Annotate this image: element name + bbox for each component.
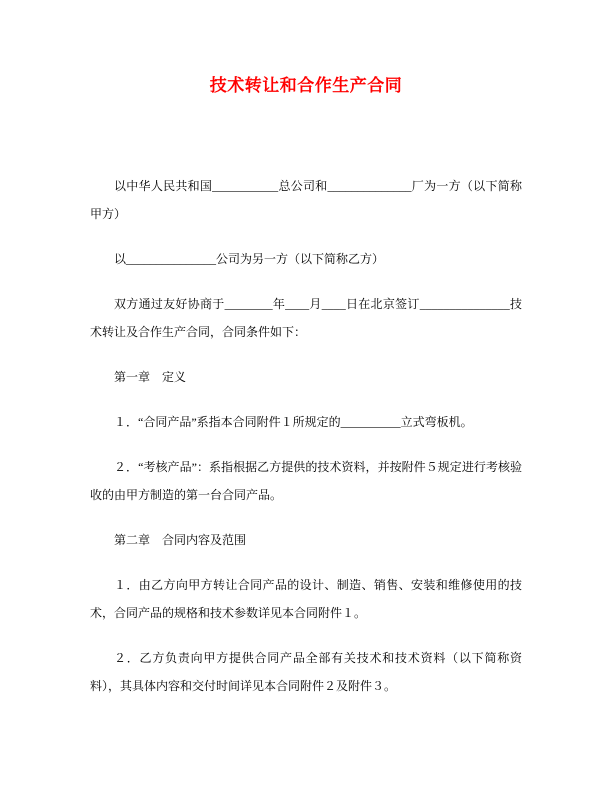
party-b-clause: 以_______________公司为另一方（以下简称乙方） [114,252,385,266]
chapter-1-item-2: ２．“考核产品”：系指根据乙方提供的技术资料，并按附件５规定进行考核验收的由甲方制造的第一台合同产品。 [90,460,522,502]
document-body [90,172,522,700]
signing-clause: 双方通过友好协商于________年____月____日在北京签订_______________技术转让及合作生产合同，合同条件如下： [90,297,522,339]
chapter-1-heading: 第一章 定义 [114,370,187,384]
chapter-2-item-2: ２．乙方负责向甲方提供合同产品全部有关技术和技术资料（以下简称资料），其具体内容和交付时间详见本合同附件２及附件３。 [90,651,522,693]
chapter-2-item-1: １．由乙方向甲方转让合同产品的设计、制造、销售、安装和维修使用的技术，合同产品的规格和技术参数详见本合同附件１。 [90,578,522,620]
document-title: 技术转让和合作生产合同 [209,76,403,95]
chapter-1-item-1: １．“合同产品”系指本合同附件１所规定的__________立式弯板机。 [114,415,473,429]
chapter-2-heading: 第二章 合同内容及范围 [114,533,247,547]
party-a-clause: 以中华人民共和国___________总公司和______________厂为一方（以下简称甲方） [90,179,522,221]
